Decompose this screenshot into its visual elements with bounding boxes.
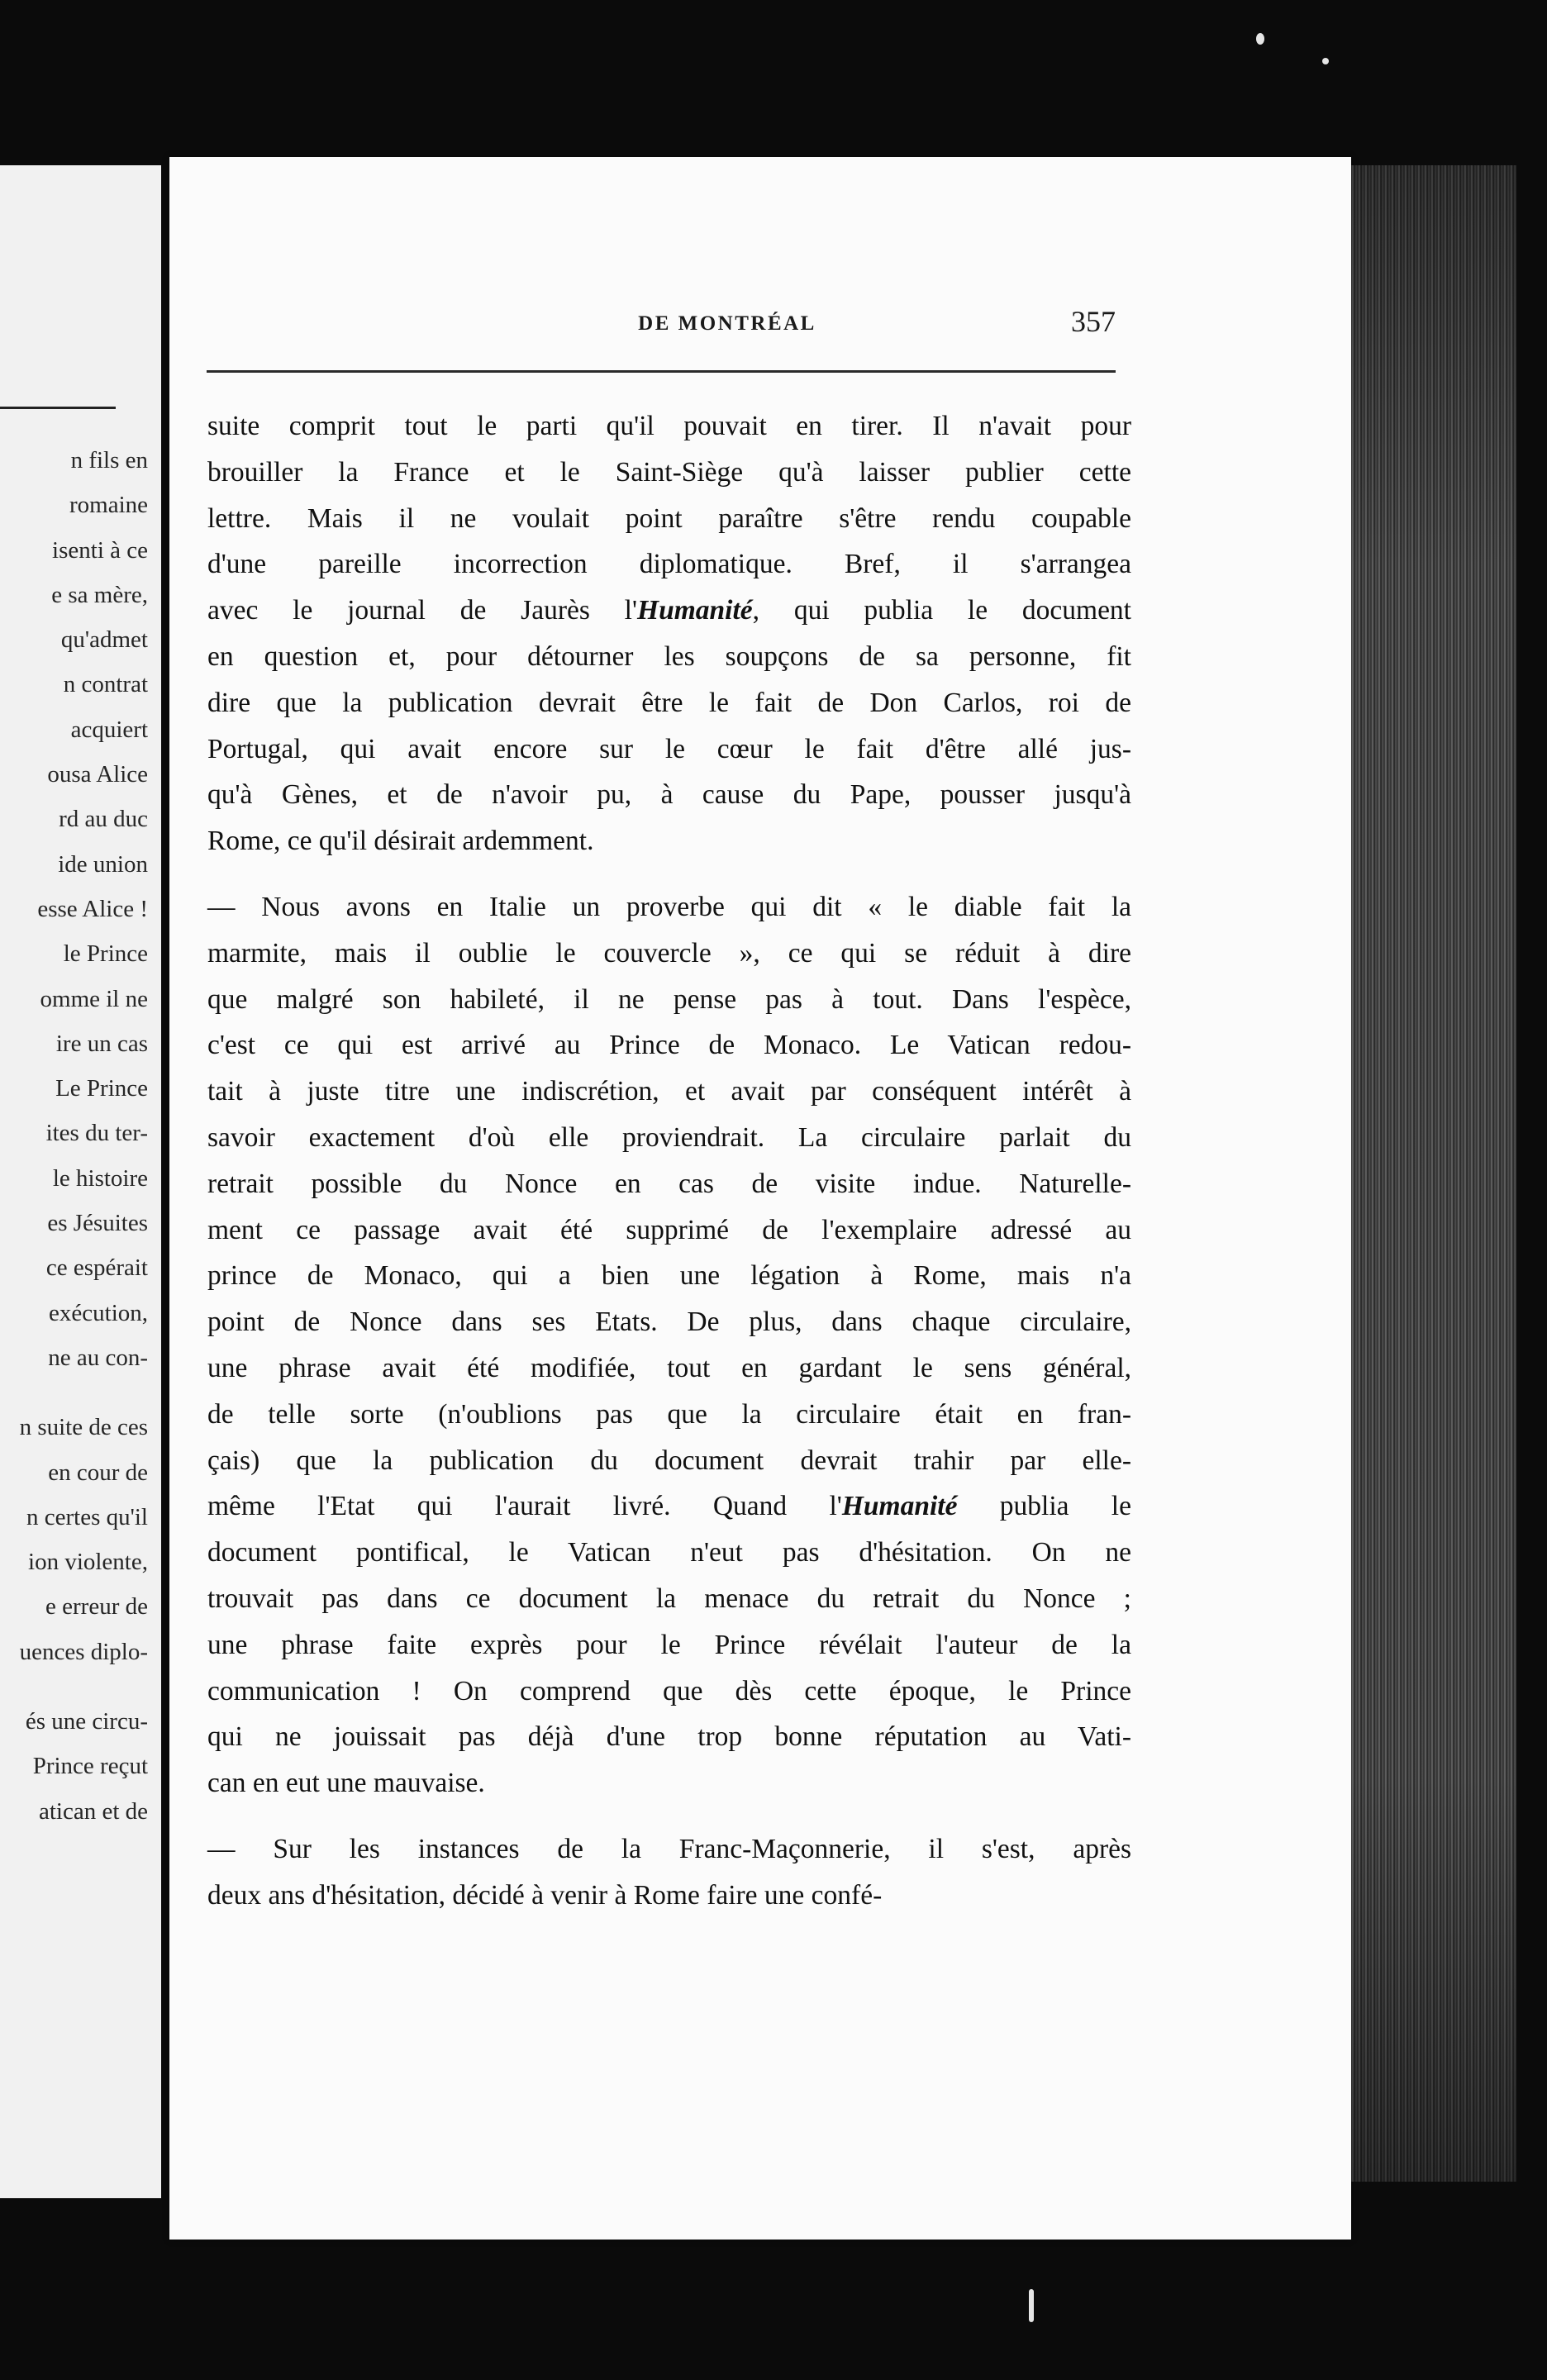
body-text <box>207 403 1131 1919</box>
facing-page-line: uences diplo- <box>19 1638 148 1665</box>
running-head: DE MONTRÉAL <box>638 312 816 335</box>
header-rule <box>207 370 1116 373</box>
facing-page-line: Le Prince <box>55 1075 148 1102</box>
facing-page-line: e erreur de <box>45 1593 148 1621</box>
page-header <box>169 304 1116 354</box>
text-line: c'est ce qui est arrivé au Prince de Monaco. Le Vatican redou- <box>207 1030 1131 1061</box>
facing-page-line: ites du ter- <box>45 1120 148 1147</box>
text-line: que malgré son habileté, il ne pense pas à tout. Dans l'espèce, <box>207 983 1131 1015</box>
text-line: Rome, ce qu'il désirait ardemment. <box>207 826 594 857</box>
page-number: 357 <box>1071 305 1116 338</box>
text-line: prince de Monaco, qui a bien une légation à Rome, mais n'a <box>207 1260 1131 1292</box>
facing-page-line: en cour de <box>48 1459 148 1486</box>
facing-page-line: rd au duc <box>59 806 148 833</box>
text-line: lettre. Mais il ne voulait point paraître s'être rendu coupable <box>207 502 1131 534</box>
text-line: une phrase avait été modifiée, tout en gardant le sens général, <box>207 1352 1131 1383</box>
facing-page-line: le histoire <box>52 1164 148 1192</box>
facing-page-line: le Prince <box>63 940 148 968</box>
text-line: suite comprit tout le parti qu'il pouvait en tirer. Il n'avait pour <box>207 411 1131 441</box>
facing-page-line: ide union <box>58 850 148 878</box>
text-line: brouiller la France et le Saint-Siège qu'à laisser publier cette <box>207 456 1131 488</box>
paragraph-gap <box>207 1806 1131 1826</box>
facing-page-line: ousa Alice <box>47 761 148 788</box>
text-line: marmite, mais il oublie le couvercle », ce qui se réduit à dire <box>207 937 1131 969</box>
facing-page-line: ne au con- <box>48 1344 148 1371</box>
facing-page-line: Prince reçut <box>32 1753 148 1780</box>
text-line: can en eut une mauvaise. <box>207 1768 485 1799</box>
facing-page-line: atican et de <box>38 1797 148 1825</box>
text-line: qu'à Gènes, et de n'avoir pu, à cause du Pape, pousser jusqu'à <box>207 779 1131 811</box>
text-line: retrait possible du Nonce en cas de visite indue. Naturelle- <box>207 1168 1131 1199</box>
text-line: dire que la publication devrait être le fait de Don Carlos, roi de <box>207 687 1131 718</box>
facing-page-line: n suite de ces <box>19 1414 148 1441</box>
facing-page-line: qu'admet <box>60 626 148 654</box>
scan-speck <box>1322 58 1329 64</box>
text-line: çais) que la publication du document devrait trahir par elle- <box>207 1445 1131 1476</box>
facing-page-line: es Jésuites <box>47 1210 148 1237</box>
facing-page-line: acquiert <box>70 716 148 743</box>
text-line: savoir exactement d'où elle proviendrait. La circulaire parlait du <box>207 1121 1131 1153</box>
text-line: avec le journal de Jaurès l'Humanité, qui publia le document <box>207 595 1131 626</box>
facing-page-line: n fils en <box>70 447 148 474</box>
text-line: trouvait pas dans ce document la menace du retrait du Nonce ; <box>207 1583 1131 1614</box>
text-line: — Sur les instances de la Franc-Maçonnerie, il s'est, après <box>207 1833 1131 1864</box>
facing-page-line: n contrat <box>63 671 148 698</box>
text-line: tait à juste titre une indiscrétion, et avait par conséquent intérêt à <box>207 1076 1131 1107</box>
facing-page-rule <box>0 407 116 409</box>
text-line: point de Nonce dans ses Etats. De plus, dans chaque circulaire, <box>207 1307 1131 1338</box>
facing-page-line: ion violente, <box>28 1549 148 1576</box>
facing-page-line: e sa mère, <box>51 581 148 608</box>
text-line: communication ! On comprend que dès cette époque, le Prince <box>207 1675 1131 1706</box>
scan-speck <box>1256 33 1264 45</box>
facing-page-text <box>0 438 148 1834</box>
text-line: ment ce passage avait été supprimé de l'exemplaire adressé au <box>207 1214 1131 1245</box>
facing-page-line: és une circu- <box>25 1708 148 1735</box>
facing-page-line: exécution, <box>49 1299 148 1326</box>
facing-page-line: omme il ne <box>40 985 148 1012</box>
facing-page-line: ire un cas <box>55 1030 148 1057</box>
paragraph-gap <box>207 864 1131 884</box>
facing-page-line: romaine <box>69 492 148 519</box>
scan-speck <box>1029 2289 1034 2322</box>
text-line: Portugal, qui avait encore sur le cœur le fait d'être allé jus- <box>207 733 1131 764</box>
page-block-edges <box>1351 165 1516 2182</box>
text-line: de telle sorte (n'oublions pas que la circulaire était en fran- <box>207 1398 1131 1430</box>
text-line: document pontifical, le Vatican n'eut pas d'hésitation. On ne <box>207 1537 1131 1568</box>
facing-page-line: n certes qu'il <box>26 1503 148 1530</box>
text-line: une phrase faite exprès pour le Prince révélait l'auteur de la <box>207 1629 1131 1660</box>
text-line: deux ans d'hésitation, décidé à venir à Rome faire une confé- <box>207 1879 883 1911</box>
text-line: — Nous avons en Italie un proverbe qui dit « le diable fait la <box>207 891 1131 922</box>
text-line: qui ne jouissait pas déjà d'une trop bonne réputation au Vati- <box>207 1721 1131 1753</box>
facing-page-line: esse Alice ! <box>37 895 148 922</box>
text-line: d'une pareille incorrection diplomatique. Bref, il s'arrangea <box>207 549 1131 580</box>
text-line: même l'Etat qui l'aurait livré. Quand l'Humanité publia le <box>207 1491 1131 1522</box>
text-line: en question et, pour détourner les soupçons de sa personne, fit <box>207 640 1131 672</box>
facing-page-left <box>0 165 161 2198</box>
facing-page-line: ce espérait <box>45 1254 148 1282</box>
book-page <box>169 157 1351 2240</box>
facing-page-line: isenti à ce <box>52 536 148 564</box>
